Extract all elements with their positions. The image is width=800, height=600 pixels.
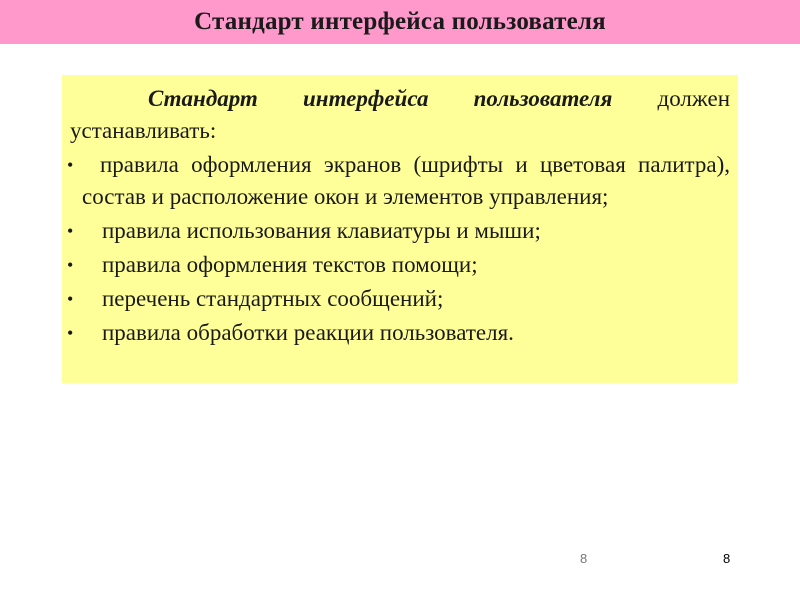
page-number-light: 8 [580,551,588,566]
content-box [62,75,738,383]
page-number: 8 [723,551,731,566]
intro-paragraph [70,83,730,147]
bullet-dot-icon: • [67,323,74,343]
list-item-text: перечень стандартных сообщений; [102,286,444,311]
intro-rest: должен устанавливать: [70,86,730,143]
bullet-dot-icon: • [67,155,74,175]
bullet-dot-icon: • [67,255,74,275]
list-item [67,215,730,247]
intro-emphasis: Стандарт интерфейса пользователя [148,86,613,111]
list-item-text: правила использования клавиатуры и мыши; [102,218,541,243]
list-item-text: правила обработки реакции пользователя. [102,320,514,345]
bullet-list [67,149,730,349]
slide-title: Стандарт интерфейса пользователя [194,8,606,35]
list-item [67,317,730,349]
list-item [67,149,730,213]
bullet-dot-icon: • [67,289,74,309]
title-bar [0,0,800,44]
list-item-text: правила оформления экранов (шрифты и цветовая палитра), состав и расположение окон и элементов управления; [82,152,730,209]
bullet-dot-icon: • [67,221,74,241]
list-item [67,249,730,281]
list-item [67,283,730,315]
list-item-text: правила оформления текстов помощи; [102,252,478,277]
